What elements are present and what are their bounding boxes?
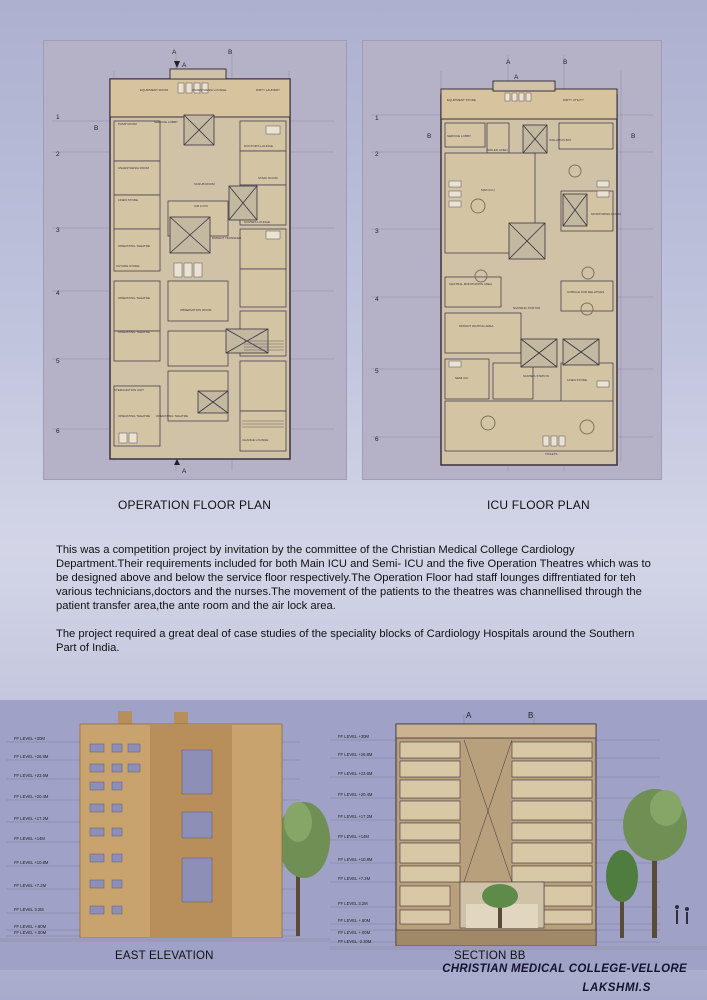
east-level-label: FF LEVEL +7.2M bbox=[14, 883, 47, 888]
op-room-label: OPERATING THEATRE bbox=[118, 296, 151, 300]
icu-room-label: MONITORING ROOM bbox=[591, 212, 621, 216]
op-room-label: STERILIZATION UNIT bbox=[114, 388, 144, 392]
op-grid-row-4: 4 bbox=[56, 290, 60, 297]
section-level-label: FF LEVEL +17.2M bbox=[338, 814, 373, 819]
op-room-label: CHANGE LOUNGE bbox=[242, 438, 269, 442]
east-level-label: FF LEVEL +10.8M bbox=[14, 860, 49, 865]
icu-room-label: SERVICE LOBBY bbox=[447, 134, 471, 138]
op-room-label: AIR LOCK bbox=[194, 204, 209, 208]
op-room-label: NURSES LOUNGE bbox=[244, 220, 271, 224]
east-level-label: FF LEVEL +23.6M bbox=[14, 773, 49, 778]
section-level-label: FF LEVEL +10.8M bbox=[338, 857, 373, 862]
icu-grid-row-1: 1 bbox=[375, 115, 379, 122]
east-level-label: FF LEVEL +26.8M bbox=[14, 754, 49, 759]
op-room-label: OBSERVATION ROOM bbox=[180, 308, 212, 312]
section-bb-drawing bbox=[330, 700, 707, 970]
icu-room-label: SEMI ICU bbox=[455, 376, 469, 380]
icu-marker-side-b: B bbox=[427, 133, 432, 140]
tree-icon bbox=[278, 802, 330, 936]
icu-grid-row-4: 4 bbox=[375, 296, 379, 303]
icu-marker-a-top: A bbox=[514, 74, 519, 81]
op-room-label: DIRTY LAUNDRY bbox=[256, 88, 281, 92]
icu-plan-caption: ICU FLOOR PLAN bbox=[487, 498, 590, 512]
east-level-label: FF LEVEL +14M bbox=[14, 836, 45, 841]
op-room-label: OPERATING THEATRE bbox=[118, 244, 151, 248]
section-arrow-icon bbox=[174, 459, 180, 465]
east-elevation-drawing bbox=[0, 700, 330, 970]
icu-room-label: NURSES STATION bbox=[523, 374, 549, 378]
op-grid-row-2: 2 bbox=[56, 151, 60, 158]
section-level-label: FF LEVEL +20.4M bbox=[338, 792, 373, 797]
author-name: LAKSHMI.S bbox=[582, 982, 651, 994]
icu-floor-plan bbox=[363, 41, 661, 479]
section-level-label: FF LEVEL 3.2M bbox=[338, 901, 368, 906]
icu-marker-side-b-right: B bbox=[631, 133, 636, 140]
op-marker-a-bottom: A bbox=[182, 468, 187, 475]
section-marker-a: A bbox=[466, 711, 472, 720]
tree-icon bbox=[606, 850, 638, 938]
op-room-label: OPERATING THEATRE bbox=[156, 414, 189, 418]
op-grid-row-5: 5 bbox=[56, 358, 60, 365]
icu-room-label: TOILETS bbox=[545, 452, 558, 456]
section-arrow-icon bbox=[174, 61, 180, 68]
icu-room-label: PATIENT WAITING AREA bbox=[459, 324, 494, 328]
op-room-label: OPERATING THEATRE bbox=[118, 414, 151, 418]
op-marker-a-top: A bbox=[182, 62, 187, 69]
east-elevation-caption: EAST ELEVATION bbox=[115, 950, 214, 962]
icu-room-label: LINEN STORE bbox=[567, 378, 587, 382]
icu-room-label: NURSING STATION bbox=[513, 306, 541, 310]
op-room-label: PATIENT TRANSFER bbox=[212, 236, 242, 240]
project-description-2: The project required a great deal of case studies of the speciality blocks of Cardiology Hospitals around the Southern Part of India. bbox=[56, 628, 635, 654]
icu-room-label: CUBICLE FOR RELATIVES bbox=[567, 290, 605, 294]
section-level-label: FF LEVEL +30M bbox=[338, 734, 369, 739]
section-level-label: FF LEVEL -2.30M bbox=[338, 939, 372, 944]
op-room-label: SUTURE STORE bbox=[116, 264, 140, 268]
section-bb-caption: SECTION BB bbox=[454, 950, 526, 962]
east-level-label: FF LEVEL +20.4M bbox=[14, 794, 49, 799]
east-level-label: FF LEVEL +17.2M bbox=[14, 816, 49, 821]
section-level-label: FF LEVEL +23.6M bbox=[338, 771, 373, 776]
icu-grid-row-6: 6 bbox=[375, 436, 379, 443]
operation-plan-drawing bbox=[44, 41, 346, 479]
operation-plan-caption: OPERATION FLOOR PLAN bbox=[118, 498, 272, 512]
op-room-label: STAFF ROOM bbox=[258, 176, 278, 180]
section-level-label: FF LEVEL +14M bbox=[338, 834, 369, 839]
op-marker-b: B bbox=[228, 49, 233, 56]
op-marker-side-b: B bbox=[94, 125, 99, 132]
op-grid-row-1: 1 bbox=[56, 114, 60, 121]
east-level-label: FF LEVEL +.00M bbox=[14, 930, 47, 935]
people-figures bbox=[675, 905, 689, 924]
op-room-label: ANAESTHESIA LOUNGE bbox=[192, 88, 227, 92]
op-room-label: ANAESTHESIA ROOM bbox=[118, 166, 150, 170]
icu-grid-row-2: 2 bbox=[375, 151, 379, 158]
section-level-label: FF LEVEL +.00M bbox=[338, 930, 371, 935]
op-marker-a: A bbox=[172, 49, 177, 56]
east-level-label: FF LEVEL +30M bbox=[14, 736, 45, 741]
op-room-label: DOCTOR'S LOUNGE bbox=[244, 144, 274, 148]
icu-grid-row-3: 3 bbox=[375, 228, 379, 235]
icu-room-label: SOILED LINEN bbox=[487, 148, 508, 152]
section-marker-b: B bbox=[528, 711, 534, 720]
east-level-label: FF LEVEL 3.2M bbox=[14, 907, 44, 912]
icu-marker-a: A bbox=[506, 59, 511, 66]
icu-room-label: EQUIPMENT STORE bbox=[447, 98, 476, 102]
op-grid-row-6: 6 bbox=[56, 428, 60, 435]
op-room-label: LINEN STORE bbox=[118, 198, 138, 202]
op-grid-row-3: 3 bbox=[56, 227, 60, 234]
project-description-1: This was a competition project by invitation by the committee of the Christian Medical College Cardiology Department.Their requirements included for both Main ICU and Semi- ICU and the five Operation Theatres which was to be designed above and below the service floor respectively.The Operation Floor had staff lounges diffrentiated for teh various technicians,doctors and the nurses.The movement of the patients to the theatres was channellised through the patient transfer area,the ante room and the air lock area. bbox=[56, 544, 651, 612]
operation-floor-plan bbox=[44, 41, 346, 479]
op-room-label: SCRUB ROOM bbox=[194, 182, 215, 186]
icu-grid-row-5: 5 bbox=[375, 368, 379, 375]
op-room-label: PUMP ROOM bbox=[118, 122, 137, 126]
icu-room-label: ISOLATION BAY bbox=[549, 138, 572, 142]
college-name: CHRISTIAN MEDICAL COLLEGE-VELLORE bbox=[442, 963, 687, 975]
op-room-label: EQUIPMENT ROOM bbox=[140, 88, 168, 92]
op-room-label: OPERATING THEATRE bbox=[118, 330, 151, 334]
icu-marker-b: B bbox=[563, 59, 568, 66]
icu-room-label: MAIN ICU bbox=[481, 188, 495, 192]
icu-plan-drawing bbox=[363, 41, 661, 479]
icu-room-label: CENTRAL MONITORING AREA bbox=[449, 282, 493, 286]
icu-room-label: DIRTY UTILITY bbox=[563, 98, 584, 102]
section-level-label: FF LEVEL +26.8M bbox=[338, 752, 373, 757]
section-level-label: FF LEVEL +.80M bbox=[338, 918, 371, 923]
section-level-label: FF LEVEL +7.2M bbox=[338, 876, 371, 881]
op-room-label: SERVICE LOBBY bbox=[154, 120, 178, 124]
east-level-label: FF LEVEL +.80M bbox=[14, 924, 47, 929]
east-elevation bbox=[0, 700, 330, 970]
section-bb bbox=[330, 700, 707, 970]
